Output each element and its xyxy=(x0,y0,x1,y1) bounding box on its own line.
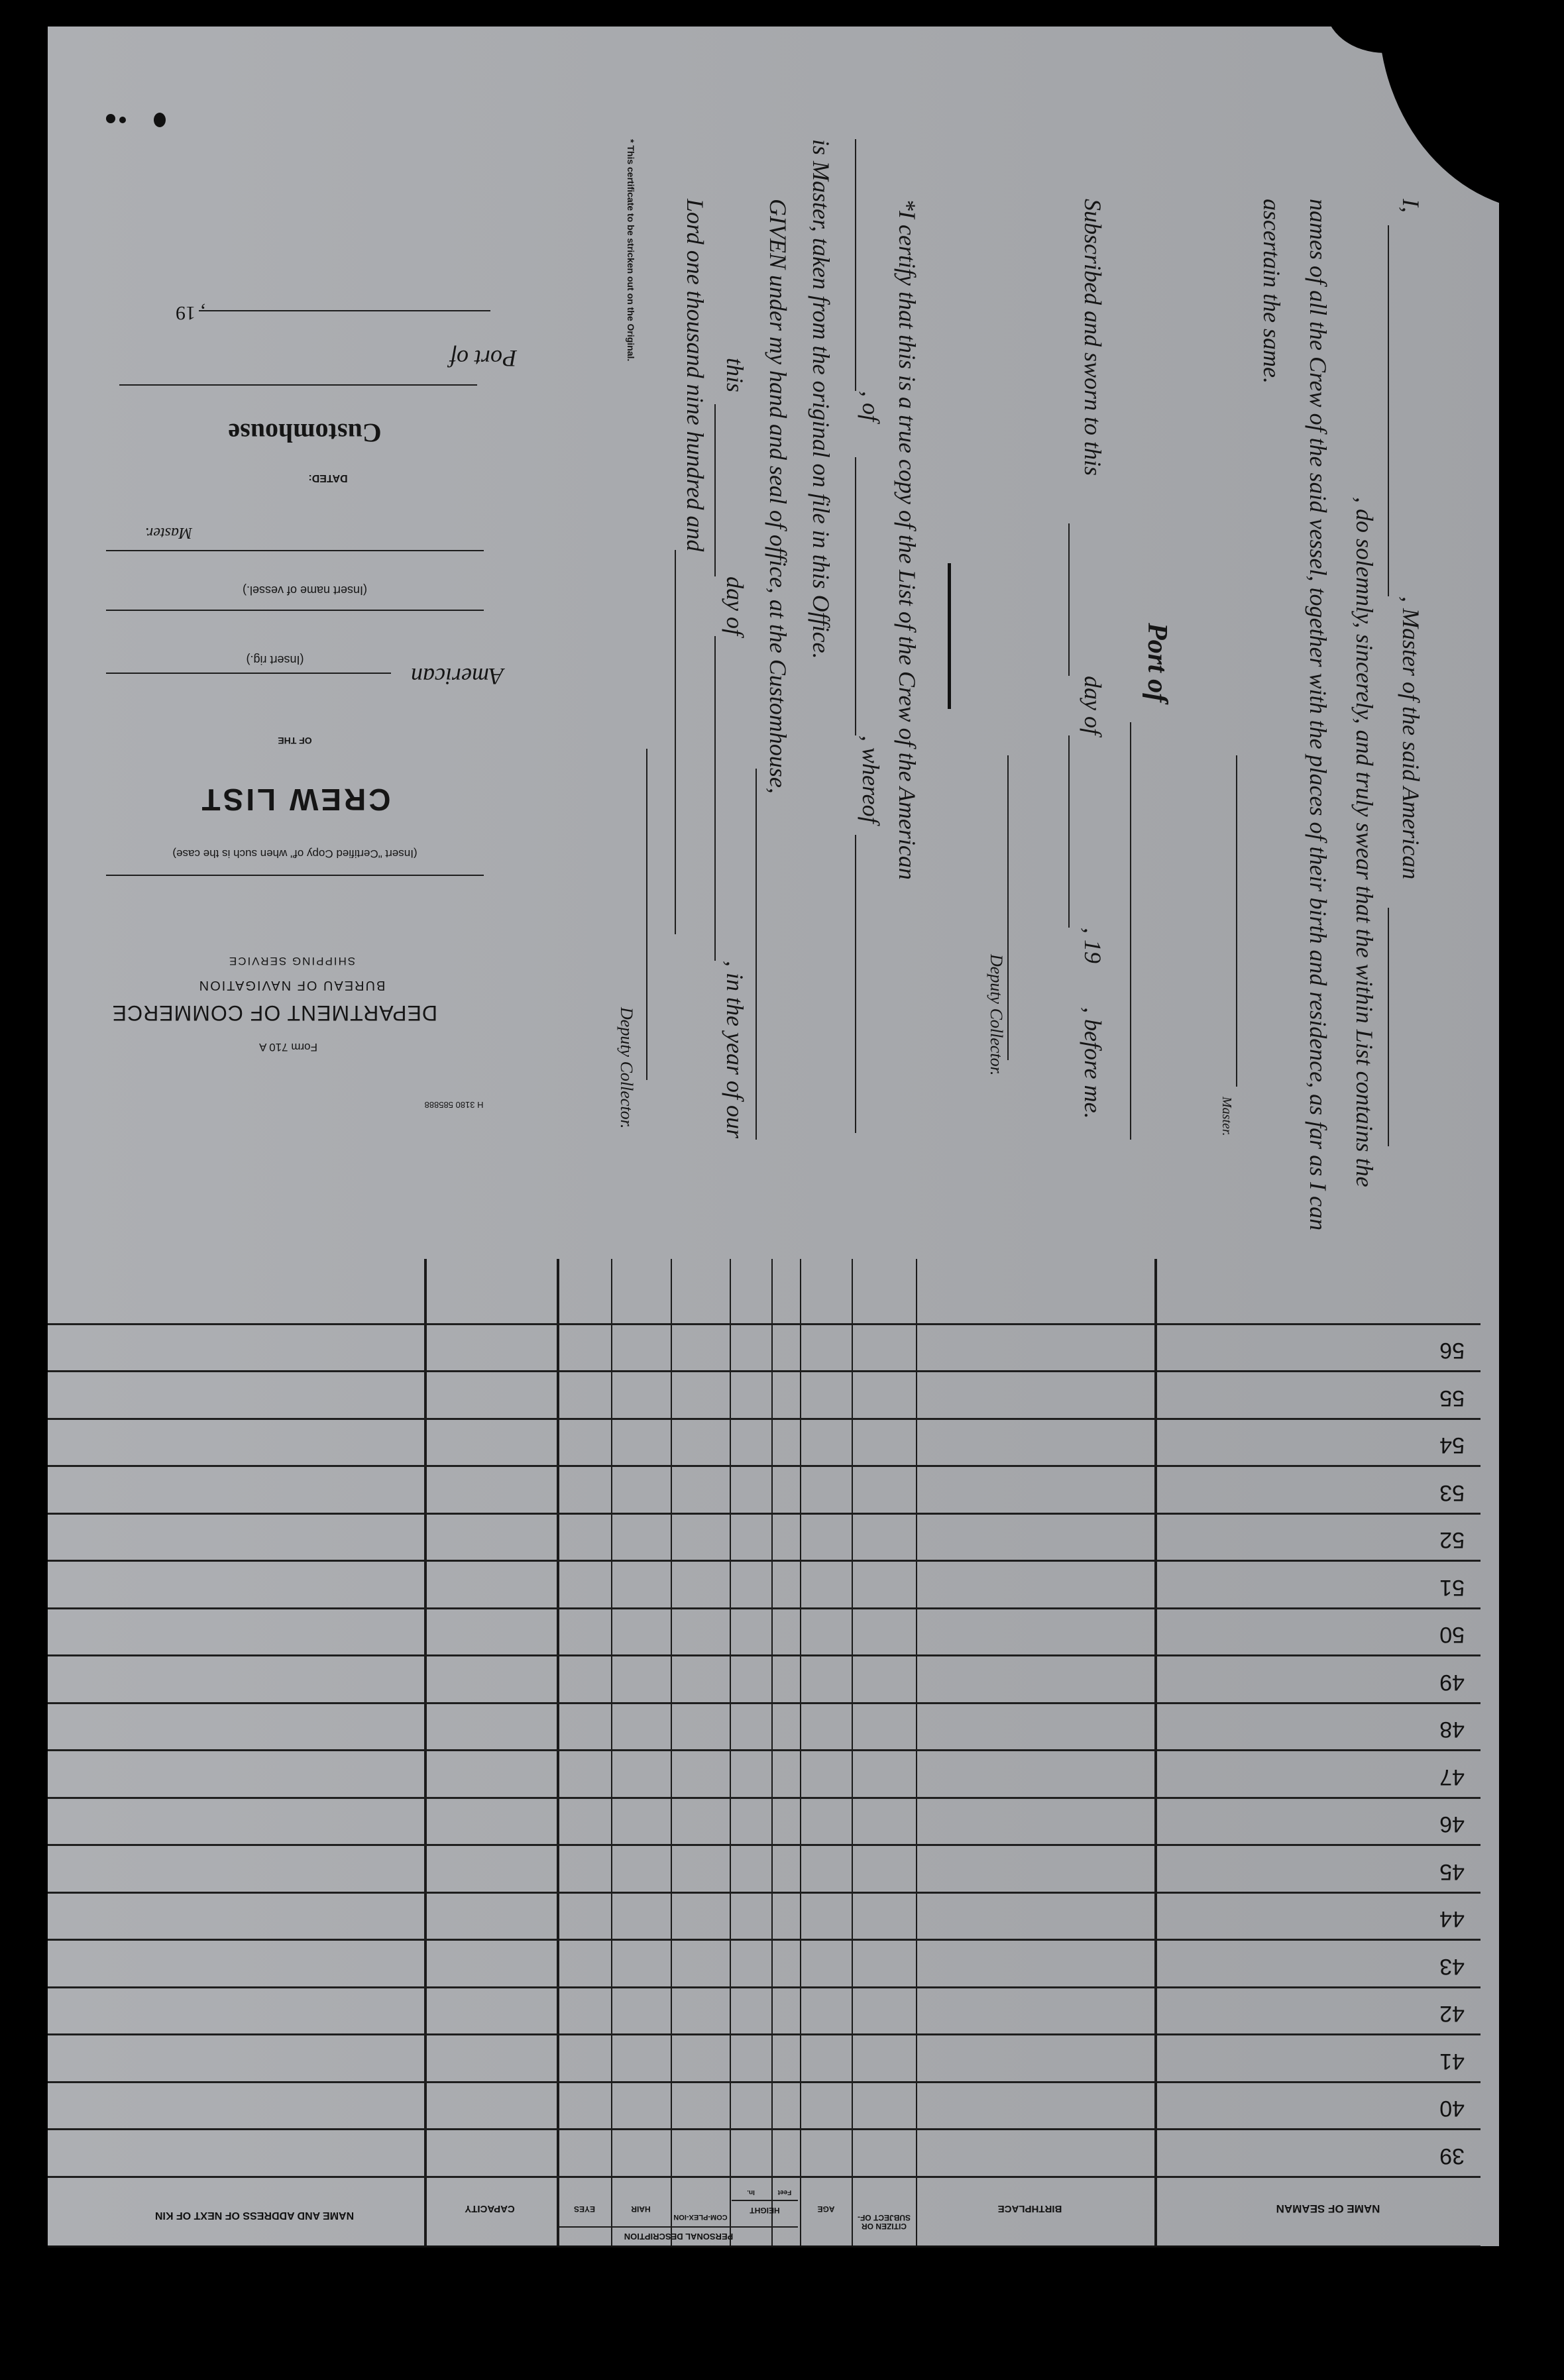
row-number: 55 xyxy=(1439,1385,1465,1411)
ink-spot xyxy=(119,117,126,123)
oath-line1-start: I, xyxy=(1398,199,1424,213)
col-divider-name xyxy=(1154,1259,1157,2247)
row-rule xyxy=(48,2081,1480,2083)
hdr-name-of-seaman: NAME OF SEAMAN xyxy=(1276,2202,1380,2215)
blank-customhouse xyxy=(755,769,757,1140)
hdr-next-of-kin: NAME AND ADDRESS OF NEXT OF KIN xyxy=(154,2210,355,2221)
row-rule xyxy=(48,1513,1480,1515)
row-number: 56 xyxy=(1439,1338,1465,1364)
cert-line3: GIVEN under my hand and seal of office, at the Customhouse, xyxy=(765,199,791,794)
hdr-capacity: CAPACITY xyxy=(465,2203,515,2214)
row-rule xyxy=(48,2176,1480,2178)
year-19: , 19 xyxy=(1080,928,1106,963)
col-divider-hair xyxy=(611,1259,612,2247)
row-rule xyxy=(48,1323,1480,1325)
col-divider-eyes xyxy=(557,1259,559,2247)
row-rule xyxy=(48,1418,1480,1420)
row-number: 47 xyxy=(1439,1764,1465,1790)
crew-table xyxy=(48,1259,1480,2247)
hdr-age: AGE xyxy=(817,2204,835,2214)
blank-this-day xyxy=(714,404,716,576)
cover-insert-rig: (Insert rig.) xyxy=(246,653,304,667)
hdr-height: HEIGHT xyxy=(750,2206,780,2215)
blank-cover-port xyxy=(119,384,477,386)
blank-vessel-name xyxy=(1388,908,1389,1146)
cert-this: this xyxy=(722,358,748,393)
cover-service: SHIPPING SERVICE xyxy=(227,955,356,967)
blank-vessel-port xyxy=(855,457,856,735)
blank-cover-rig xyxy=(106,673,391,674)
blank-port xyxy=(1130,722,1131,1140)
blank-cover-master xyxy=(106,550,484,551)
blank-cert-month xyxy=(714,636,716,961)
master-label: Master. xyxy=(1219,1097,1234,1136)
cover-department: DEPARTMENT OF COMMERCE xyxy=(111,1001,437,1025)
cover-customhouse: Customhouse xyxy=(228,418,382,448)
col-divider-birthplace xyxy=(916,1259,917,2247)
cert-line2: is Master, taken from the original on file in this Office. xyxy=(808,139,834,659)
hdr-personal-description: PERSONAL DESCRIPTION xyxy=(624,2232,734,2242)
cert-of: , of xyxy=(858,391,884,422)
row-number: 53 xyxy=(1439,1480,1465,1505)
row-number: 42 xyxy=(1439,2001,1465,2027)
col-divider-complexion xyxy=(671,1259,672,2247)
table-top-rule xyxy=(48,2245,1480,2247)
hdr-hair: HAIR xyxy=(631,2204,651,2214)
row-rule xyxy=(48,2129,1480,2131)
before-me: , before me. xyxy=(1080,1007,1106,1119)
row-number: 46 xyxy=(1439,1812,1465,1837)
row-rule xyxy=(48,1371,1480,1373)
oath-line2: , do solemnly, sincerely, and truly swear that the within List contains the xyxy=(1351,497,1378,1187)
row-rule xyxy=(48,1466,1480,1468)
height-underline xyxy=(732,2200,798,2201)
cover-insert-copy: (Insert "Certified Copy of" when such is the case) xyxy=(172,847,418,860)
blank-cover-vessel xyxy=(106,610,484,611)
cover-dated: DATED: xyxy=(308,472,348,484)
cert-line1: *I certify that this is a true copy of the List of the Crew of the American xyxy=(894,199,921,880)
section-divider xyxy=(948,563,951,709)
row-rule xyxy=(48,1986,1480,1988)
row-number: 45 xyxy=(1439,1859,1465,1884)
cover-master: Master. xyxy=(144,524,192,541)
row-number: 51 xyxy=(1439,1575,1465,1600)
row-rule xyxy=(48,1655,1480,1657)
blank-day xyxy=(1068,523,1070,676)
row-number: 52 xyxy=(1439,1527,1465,1553)
blank-cover-certified xyxy=(106,875,484,876)
cert-whereof: , whereof xyxy=(858,735,884,824)
cert-day-of: day of xyxy=(722,576,748,635)
hdr-complexion: COM-PLEX-ION xyxy=(673,2213,728,2221)
cover-form: Form 710 A xyxy=(259,1041,317,1054)
cover-insert-vessel: (Insert name of vessel.) xyxy=(242,584,368,597)
port-of-label: Port of xyxy=(1142,623,1172,703)
oath-line1-mid: , Master of the said American xyxy=(1398,596,1424,880)
cover-year: , 19 xyxy=(176,302,205,324)
cover-print-code: H 3180 585888 xyxy=(424,1100,484,1110)
row-rule xyxy=(48,2034,1480,2036)
personal-desc-underline xyxy=(559,2226,798,2228)
cover-crew-list: CREW LIST xyxy=(199,783,391,817)
blank-master xyxy=(855,835,856,1133)
col-divider-feet xyxy=(771,1259,773,2247)
cert-line5: Lord one thousand nine hundred and xyxy=(682,199,708,552)
blank-master-name xyxy=(1388,225,1389,596)
row-rule xyxy=(48,1607,1480,1609)
blank-cover-date xyxy=(199,310,490,311)
day-of-label: day of xyxy=(1080,676,1106,735)
cover-bureau: BUREAU OF NAVIGATION xyxy=(197,978,386,993)
col-divider-capacity xyxy=(424,1259,427,2247)
ink-spot xyxy=(154,113,166,127)
cover-of-the: OF THE xyxy=(278,735,312,746)
cover-port-of: Port of xyxy=(449,345,517,372)
cert-in-year: , in the year of our xyxy=(722,961,748,1138)
row-rule xyxy=(48,1750,1480,1752)
subscribed-sworn: Subscribed and sworn to this xyxy=(1080,199,1106,476)
hdr-citizen: CITIZEN OR SUBJECT OF- xyxy=(858,2213,911,2231)
col-divider-inches xyxy=(730,1259,731,2247)
row-rule xyxy=(48,1845,1480,1847)
blank-month xyxy=(1068,735,1070,928)
ink-spot xyxy=(106,114,115,123)
hdr-inches: In. xyxy=(747,2189,755,2196)
oath-line3: names of all the Crew of the said vessel, together with the places of their birth and residence, as far as I can xyxy=(1305,199,1331,1231)
row-rule xyxy=(48,1797,1480,1799)
cert-footnote: * This certificate to be stricken out on the Original. xyxy=(626,139,636,362)
blank-vessel xyxy=(855,139,856,391)
col-divider-citizen xyxy=(852,1259,853,2247)
oath-line4: ascertain the same. xyxy=(1258,199,1285,384)
col-divider-age xyxy=(800,1259,801,2247)
blank-year xyxy=(675,550,676,934)
hdr-feet: Feet xyxy=(777,2189,792,2196)
row-number: 44 xyxy=(1439,1906,1465,1932)
deputy-collector-2: Deputy Collector. xyxy=(617,1007,636,1129)
row-rule xyxy=(48,1892,1480,1894)
row-number: 41 xyxy=(1439,2049,1465,2074)
row-rule xyxy=(48,1560,1480,1562)
row-number: 49 xyxy=(1439,1670,1465,1695)
row-number: 54 xyxy=(1439,1433,1465,1458)
row-number: 43 xyxy=(1439,1954,1465,1979)
row-number: 39 xyxy=(1439,2143,1465,2169)
deputy-collector-1: Deputy Collector. xyxy=(987,954,1006,1076)
row-rule xyxy=(48,1939,1480,1941)
cover-american: American xyxy=(411,663,504,690)
deputy-signature-line xyxy=(1007,755,1009,1060)
hdr-birthplace: BIRTHPLACE xyxy=(997,2203,1062,2214)
row-rule xyxy=(48,1702,1480,1704)
row-number: 40 xyxy=(1439,2096,1465,2122)
master-signature-line xyxy=(1236,755,1237,1087)
hdr-eyes: EYES xyxy=(574,2204,596,2214)
row-number: 48 xyxy=(1439,1717,1465,1743)
row-number: 50 xyxy=(1439,1622,1465,1648)
deputy-signature-line-2 xyxy=(646,749,647,1080)
